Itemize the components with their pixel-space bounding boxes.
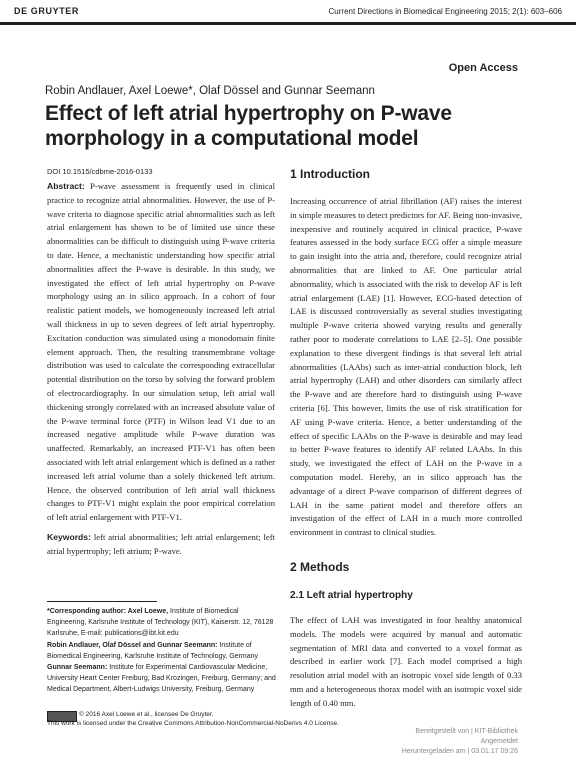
download-watermark xyxy=(402,727,518,757)
footnotes xyxy=(47,606,279,696)
open-access-label: Open Access xyxy=(448,62,518,74)
abstract-text: P-wave assessment is frequently used in clinical practice to recognize atrial abnormalities. However, the use of P-wave criteria to diagnose specific atrial abnormalities such as left atrial enlargement has shown to be of limited use since these abnormalities can be difficult to distinguish using P-wave criteria to date. Hence, a mechanistic understanding how specific atrial abnormalities affect the P-wave is desirable. In this study, we investigated the effect of left atrial hypertrophy on P-wave morphology using an in silico approach. In a cohort of four realistic patient models, we homogeneously increased left atrial wall thickness in up to seven degrees of left atrial hypertrophy. Excitation conduction was simulated using a monodomain finite element approach. Then, the resulting transmembrane voltage distribution was used to calculate the corresponding extracellular potential distribution on the torso by solving the forward problem of electrocardiography. In our simulation setup, left atrial wall thickening strongly correlated with an increased absolute value of the P-wave terminal force (PTF) in Wilson lead V1 due to an increased negative amplitude while P-wave duration was unaffected. Remarkably, an increased PTF-V1 has often been associated with left atrial enlargement which is defined as a rather increased left atrial volume than a solely thickened left atrium. Hence, the observed contribution of left atrial wall thickness changes to PTF-V1 might explain the poor empirical correlation of left atrial enlargement with PTF-V1. xyxy=(47,181,275,523)
author-affiliation-text: Institute of Biomedical Engineering, Karlsruhe Institute of Technology, Germany xyxy=(47,641,259,660)
corresponding-author xyxy=(47,606,279,640)
license xyxy=(47,710,347,728)
copyright-line: © 2016 Axel Loewe et al., licensee De Gruyter. xyxy=(79,711,214,718)
methods-paragraph: The effect of LAH was investigated in four healthy anatomical models. The models were acquired by manual and automatic segmentation of MRI data and converted to a voxel format as described in earlier work [7]. Each model comprised a high resolution atrial model with an isotropic voxel side length of 0.33 mm and a heterogeneous thorax model with an isotropic voxel side length of 0.40 mm. xyxy=(290,615,522,708)
section-heading-methods: 2 Methods xyxy=(290,560,350,574)
watermark-line-2: Angemeldet xyxy=(480,738,518,745)
methods-text xyxy=(290,614,522,711)
license-line: This work is licensed under the Creative Commons Attribution-NonCommercial-NoDerivs 4.0 License. xyxy=(47,720,339,727)
keywords-label: Keywords: xyxy=(47,531,91,542)
seemann-affiliation-text: Institute for Experimental Cardiovascular Medicine, University Heart Center Freiburg, Bad Krozingen, Freiburg, Germany; and Medical Department, Albert-Ludwigs University, Freiburg, Germany xyxy=(47,664,276,694)
keywords-text: left atrial abnormalities; left atrial enlargement; left atrial hypertrophy; left atrium; P-wave. xyxy=(47,531,275,556)
footnote-rule xyxy=(47,601,157,602)
journal-header xyxy=(0,0,576,22)
watermark-line-3: Heruntergeladen am | 03.01.17 09:26 xyxy=(401,748,518,755)
introduction-paragraph: Increasing occurrence of atrial fibrillation (AF) raises the interest in simple measures to detect predictors for AF. Being non-invasive, inexpensive and routinely acquired in clinical practice, P-wave features assessed in the body surface ECG offer a simple measure to gain insight into the atria and, therefore, could recognize atrial abnormalities that are linked to AF. One particular atrial abnormality, which is associated with the risk to develop AF is left atrial enlargement (LAE) [1]. However, ECG-based detection of LAE is discussed controversially as several studies investigating multiple P-wave criteria showed varying results and generally rather poor to moderate correlations to LAE [2–5]. One possible explanation to these divergent findings is that several left atrial abnormalities (LAAbs) such as inter-atrial conduction block, left atrial hypertrophy (LAH) and other disorders can similarly affect the P-wave and are therefore hard to distinguish using P-wave criteria [6]. This however, limits the use of risk stratification for AF using P-wave criteria. Hence, a better understanding of the effect of specific LAAbs on the P-wave is desirable and may lead to better P-wave features to identify AF related LAAbs. In this study, we investigated the effect of LAH on the P-wave in a computation model. Hereby, an in silico approach has the advantage of a direct P-wave comparison of different degrees of LAH in the same patient model and therefore offers an investigation of the effect of LAH in a much more controlled environment in contrast to clinical studies. xyxy=(290,196,522,538)
seemann-affiliation-label: Gunnar Seemann: xyxy=(47,664,108,672)
author-list: Robin Andlauer, Axel Loewe*, Olaf Dössel and Gunnar Seemann xyxy=(45,85,375,97)
section-heading-introduction: 1 Introduction xyxy=(290,167,370,181)
keywords xyxy=(47,531,275,559)
abstract-label: Abstract: xyxy=(47,181,85,191)
watermark-line-1: Bereitgestellt von | KIT-Bibliothek xyxy=(415,728,518,735)
publisher-name: DE GRUYTER xyxy=(14,6,80,16)
introduction-text xyxy=(290,195,522,540)
seemann-affiliation xyxy=(47,662,279,696)
doi: DOI 10.1515/cdbme-2016-0133 xyxy=(47,167,153,176)
corresponding-author-label: *Corresponding author: Axel Loewe, xyxy=(47,608,169,615)
abstract-block xyxy=(47,180,275,559)
author-affiliation xyxy=(47,640,279,662)
title-line-1: Effect of left atrial hypertrophy on P-wave xyxy=(45,102,452,125)
header-rule xyxy=(0,22,576,25)
abstract xyxy=(47,180,275,525)
corresponding-author-text: Institute of Biomedical Engineering, Karlsruhe Institute of Technology (KIT), Kaiserstr. 12, 76128 Karlsruhe, E-mail: publications@ibt.kit.edu xyxy=(47,608,274,638)
journal-citation: Current Directions in Biomedical Engineering 2015; 2(1): 603–606 xyxy=(328,7,562,16)
subsection-heading-left-atrial-hypertrophy: 2.1 Left atrial hypertrophy xyxy=(290,590,413,601)
title-line-2: morphology in a computational model xyxy=(45,127,419,150)
author-affiliation-label: Robin Andlauer, Olaf Dössel and Gunnar Seemann: xyxy=(47,641,218,649)
paper-title xyxy=(45,101,525,151)
